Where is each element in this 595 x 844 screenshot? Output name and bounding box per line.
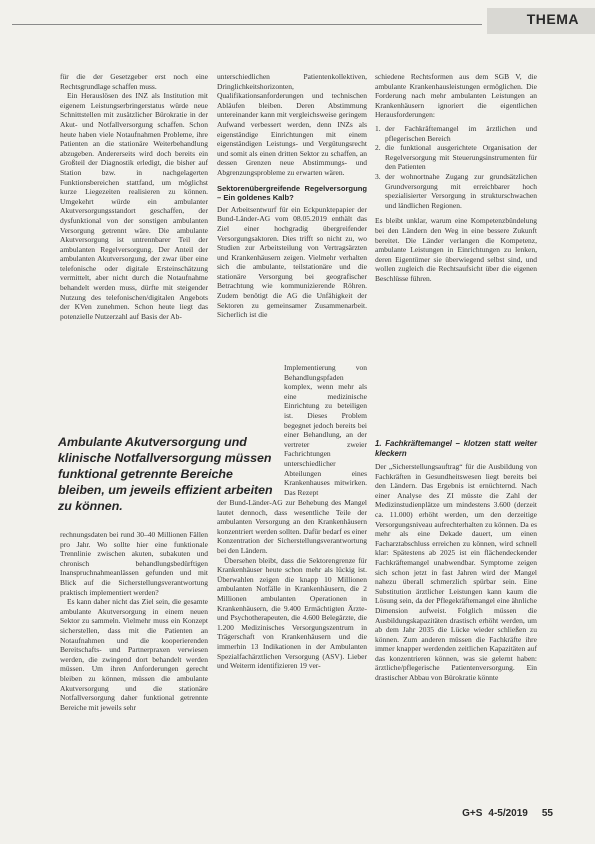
page-header <box>0 0 595 34</box>
subheading: 1. Fachkräftemangel – klotzen statt weiter kleckern <box>375 439 537 458</box>
column-3-bottom <box>375 433 537 683</box>
pull-quote: Ambulante Akutversorgung und klinische Notfallversorgung müssen funktional getrennte Bereiche bleiben, um jeweils effizient arbeiten zu können. <box>58 434 282 514</box>
page-number: 55 <box>541 808 553 819</box>
paragraph: der Bund-Länder-AG zur Behebung des Mangel lautet dennoch, dass wesentliche Teile der ambulanten Versorgung an den Krankenhäusern konzentriert werden sollten. Dafür bedarf es einer Konzentration der Sicherstellungsverantwortung bei den Ländern. <box>217 498 367 555</box>
paragraph: für die der Gesetzgeber erst noch eine Rechtsgrundlage schaffen muss. <box>60 72 208 91</box>
column-2-beside-quote <box>284 363 367 497</box>
numbered-list <box>375 124 537 210</box>
journal-name: G+S <box>462 808 483 819</box>
section-label: THEMA <box>526 11 579 27</box>
paragraph: Implementierung von Behandlungspfaden komplex, wenn mehr als eine medizinische Einrichtung zu beteiligen ist. Dieses Problem begegnet jedoch bereits bei einer Behandlung, an der vertreter zweier Fachrichtungen unterschiedlicher Abteilungen eines Krankenhauses mitwirken. Das Rezept <box>284 363 367 497</box>
paragraph: schiedene Rechtsformen aus dem SGB V, die ambulante Krankenhausleistungen ermöglichen. Die Forderung nach mehr ambulanten Leistungen an Krankenhäusern ignoriert die eigentlichen Herausforderungen: <box>375 72 537 120</box>
paragraph: Es bleibt unklar, warum eine Kompetenzbündelung bei den Ländern den Weg in eine bessere Zukunft bereitet. Die Länder verlangen die Kompetenz, ambulante Leistungen in Einrichtungen zu lenken, deren Eigentümer sie überwiegend selbst sind, und wollen zugleich die Rechtsaufsicht über die eigenen Beschlüsse führen. <box>375 216 537 283</box>
paragraph: Übersehen bleibt, dass die Sektorengrenze für Krankenhäuser heute schon mehr als lückig ist. Überwahlen zeigen die knapp 10 Millionen ambulanten Notfälle in Krankenhäusern, die 2 Millionen ambulanten Operationen in Krankenhäusern, die 9.400 Ermächtigten Ärzte- und Psychotherapeuten, die 4.600 Belegärzte, die 1.200 Medizinisches Versorgungszentrum in Trägerschaft von Krankenhäusern und die immerhin 13 Indikationen in der Ambulanten Spezialfachärztlichen Versorgung (ASV). Lieber und Weiterm identifizieren 19 ver- <box>217 555 367 671</box>
list-item: 3. der wohnortnahe Zugang zur grundsätzlichen Grundversorgung mit erreichbarer hoch spezialisierter Versorgung in strukturschwachen und ländlichen Regionen. <box>375 171 537 210</box>
paragraph: Ein Herauslösen des INZ als Institution mit eigenem Leistungserbringerstatus würde neue Schnittstellen mit zusätzlicher Bürokratie in der Akut- und Notfallversorgung schaffen. Schon heute haben viele Notaufnahmen Probleme, ihre Patienten an die stationäre Weiterbehandlung abzugeben. Andererseits wird doch bereits ein Großteil der Diagnostik erledigt, die bisher auf Station bzw. in nachgelagerten Funktionsbereichen stattfand, um möglichst kurze Liegezeiten realisieren zu können. Umgekehrt würde ein ambulanter Akutversorgungsstandort geschaffen, der dysfunktional von der sonstigen ambulanten Versorgung getrennt wäre. Die ambulante Akutversorgung ist untrennbarer Teil der ambulanten Regelversorgung. Der Anteil der ambulanten Akutversorgung, der zwar über eine telefonische oder digitale Ersteinschätzung vermittelt, aber nicht durch die Notaufnahme behandelt werden muss, dürfte mit steigender Nutzung des telefonischen/digitalen Angebots der KVen zunehmen. Schon heute liegt das potenzielle Nutzerzahl auf Basis der Ab- <box>60 91 208 321</box>
paragraph: rechnungsdaten bei rund 30–40 Millionen Fällen pro Jahr. Wo sollte hier eine funktionale Trennlinie zwischen akuten, subakuten und chronisch behandlungsbedürftigen Inanspruchnahmeanlässen gefunden und mit Blick auf die Sicherstellungsverantwortung praktisch implementiert werden? <box>60 530 208 597</box>
paragraph: Der „Sicherstellungsauftrag“ für die Ausbildung von Fachkräften in Gesundheitswesen liegt bereits bei den Ländern. Das Ergebnis ist ernüchternd. Nach einer Analyse des ZI müsste die Zahl der Medizinstudienplätze um mindestens 3.600 (derzeit ca. 11.000) erhöht werden, um den derzeitige Versorgungsniveau aufrechterhalten zu können. Da es mehr als eine Dekade dauert, um einen Facharztabschluss erreichen zu können, wird schnell klar: Spätestens ab 2025 ist ein flächendeckender Fachkräftemangel unabwendbar. Symptome zeigen sich schon jetzt in fast Jahren wird der Mangel nahezu überall schmerzlich spürbar sein. Eine Substitution ärztlicher Leistungen kann kaum die Lösung sein, da der Pflegekräftemangel eine ähnliche Dimension aufweist. Folglich müssen die Ausbildungskapazitäten drastisch erhöht werden, um ab dem Jahr 2035 die Lücke wieder schließen zu können. Zum anderen müssen die Fachkräfte ihre immer knapper werdenden zeitlichen Kapazitäten auf das konzentrieren können, was sie gelernt haben: ärztliche/pflegerische Patientenversorgung. Ein drastischer Abbau von Bürokratie könnte <box>375 462 537 683</box>
column-2-top <box>217 72 367 320</box>
column-1-top <box>60 72 208 321</box>
column-1-bottom <box>60 530 208 712</box>
list-item: 1. der Fachkräftemangel im ärztlichen und pflegerischen Bereich <box>375 123 537 143</box>
list-item: 2. die funktional ausgerichtete Organisation der Regelversorgung mit Steuerungsinstrumenten für den Patienten <box>375 143 537 172</box>
paragraph: Der Arbeitsentwurf für ein Eckpunktepapier der Bund-Länder-AG vom 08.05.2019 enthält das Ziel einer hochgradig übergreifender Versorgungsaktoren. Dies trifft so nicht zu, wo Studien zur Arbeitsteilung von Vertragsärzten und Krankenhäusern zeigen. Vielmehr verhalten sich die ambulante, teilstationäre und die stationäre Versorgung bei geografischer Betrachtung wie kommunizierende Röhren. Zudem benötigt die AG die Unfähigkeit der Sektoren zu gemeinsamer Zusammenarbeit. Sicherlich ist die <box>217 204 367 320</box>
column-2-bottom <box>217 498 367 671</box>
paragraph: Es kann daher nicht das Ziel sein, die gesamte ambulante Akutversorgung in einem neuen Sektor zu sammeln. Vielmehr muss ein Konzept sicherstellen, dass mit die Patienten an Notaufnahmen und die kooperierenden Bereitschafts- und Partnerpraxen verwiesen werden, die zwingend dort behandelt werden müssen. Um ihren Anforderungen gerecht bleiben zu können, müssen die ambulante Akutversorgung und die stationäre Notfallversorgung daher funktional getrennte Bereiche mit jeweils sehr <box>60 597 208 712</box>
header-rule <box>12 24 482 25</box>
issue-number: 4-5/2019 <box>488 808 528 819</box>
page-footer <box>456 808 553 819</box>
paragraph: unterschiedlichen Patientenkollektiven, Dringlichkeitshorizonten, Qualifikationsanforderungen und technischen Abläufen bleiben. Deren Abstimmung untereinander kann mit vergleichsweise geringem Aufwand verbessert werden, denn INZs als eigenständige Einrichtungen mit einem eigenständigen Leistungs- und Vergütungsrecht und somit als einen dritten Sektor zu schaffen, an dessen Grenzen neue Abstimmungs- und Abgrenzungsprobleme zu erwarten wären. <box>217 72 367 177</box>
subheading: Sektorenübergreifende Regelversorgung – Ein goldenes Kalb? <box>217 183 367 203</box>
column-3-top <box>375 72 537 283</box>
